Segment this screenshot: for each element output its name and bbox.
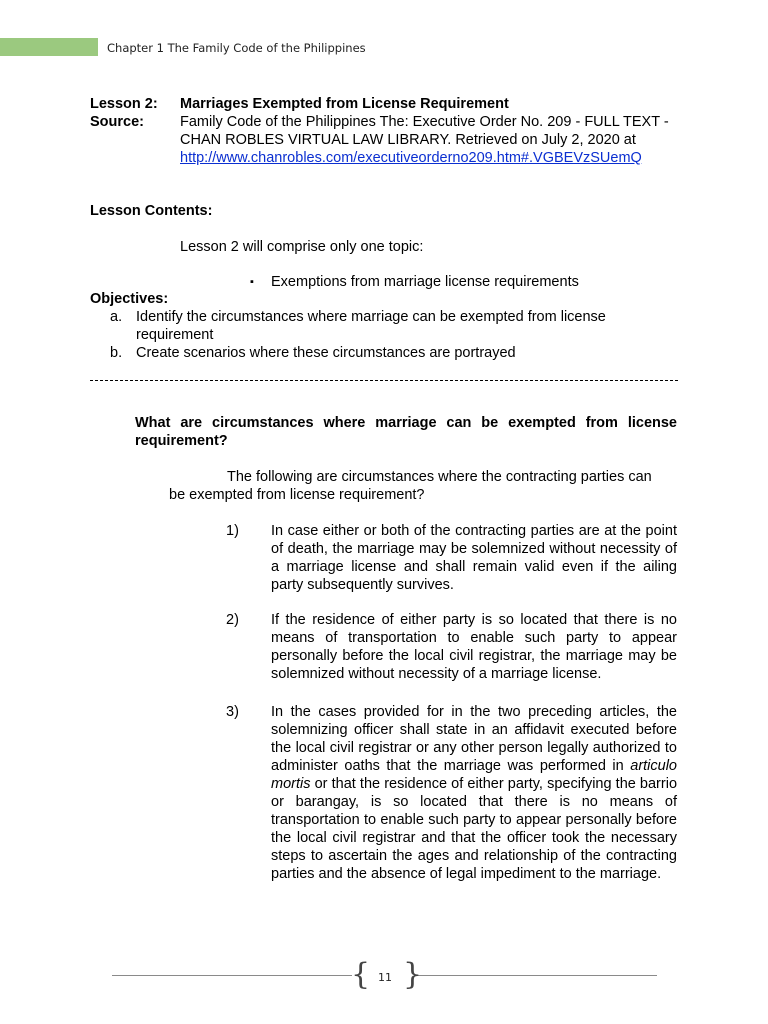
section-question: What are circumstances where marriage can be exempted from license requirement?: [135, 415, 677, 449]
item-number: 3): [226, 704, 239, 720]
item-number: 2): [226, 612, 239, 628]
numbered-item-1: [226, 522, 678, 594]
list-marker: b.: [110, 345, 123, 361]
list-text: Create scenarios where these circumstances are portrayed: [136, 345, 516, 361]
numbered-item-3: [226, 703, 678, 883]
footer-brace-right: }: [403, 957, 423, 992]
list-item: [110, 344, 670, 362]
item-text: In case either or both of the contracting parties are at the point of death, the marriage may be solemnized without necessity of a marriage license and shall remain valid even if the ailing party subsequently survives.: [271, 523, 677, 593]
lesson-contents-intro: Lesson 2 will comprise only one topic:: [180, 239, 424, 255]
item-text-after: or that the residence of either party, specifying the barrio or barangay, is so located that there is no means of transportation to enable such party to appear personally before the local civil registrar and that the officer took the necessary steps to ascertain the ages and relationship of the contracting parties and the absence of legal impediment to the marriage.: [271, 776, 678, 882]
intro-paragraph: [169, 468, 677, 504]
list-marker: a.: [110, 309, 123, 325]
topic-text: Exemptions from marriage license requirements: [271, 274, 579, 290]
lesson-info: [90, 95, 670, 167]
lesson-contents-heading: Lesson Contents:: [90, 203, 213, 219]
objectives-heading: Objectives:: [90, 291, 169, 307]
lesson-label: Lesson 2:: [90, 96, 158, 112]
source-link[interactable]: http://www.chanrobles.com/executiveorderno209.htm#.VGBEVzSUemQ: [180, 150, 642, 166]
chapter-title: Chapter 1 The Family Code of the Philippines: [107, 41, 366, 55]
numbered-item-2: [226, 611, 678, 683]
dashed-divider: [90, 380, 678, 381]
source-text: Family Code of the Philippines The: Executive Order No. 209 - FULL TEXT - CHAN ROBLES VIRTUAL LAW LIBRARY. Retrieved on July 2, 2020 at: [180, 114, 669, 148]
list-text: Identify the circumstances where marriage can be exempted from license requirement: [136, 309, 606, 343]
footer-brace-left: {: [351, 957, 371, 992]
footer-rule-left: [112, 975, 352, 976]
page-number: 11: [378, 971, 392, 984]
bullet-marker: ▪: [250, 276, 254, 288]
intro-line-2: be exempted from license requirement?: [169, 487, 425, 503]
lesson-title: Marriages Exempted from License Requirement: [180, 96, 509, 112]
item-text: [271, 703, 677, 883]
intro-line-1: The following are circumstances where the contracting parties can: [227, 469, 652, 485]
item-text: If the residence of either party is so located that there is no means of transportation to enable such party to appear personally before the local civil registrar, the marriage may be solemnized without necessity of a marriage license.: [271, 612, 677, 682]
footer-rule-right: [414, 975, 657, 976]
objectives-list: [110, 308, 670, 362]
topic-list-item: [250, 273, 579, 291]
header-accent-bar: [0, 38, 98, 56]
source-label: Source:: [90, 114, 144, 130]
item-text-before: In the cases provided for in the two preceding articles, the solemnizing officer shall state in an affidavit executed before the local civil registrar or any other person legally authorized to administer oaths that the marriage was performed in: [271, 704, 677, 774]
source-citation: [180, 113, 670, 167]
italic-term: articulo mortis: [271, 758, 677, 792]
item-number: 1): [226, 523, 239, 539]
list-item: [110, 308, 670, 344]
